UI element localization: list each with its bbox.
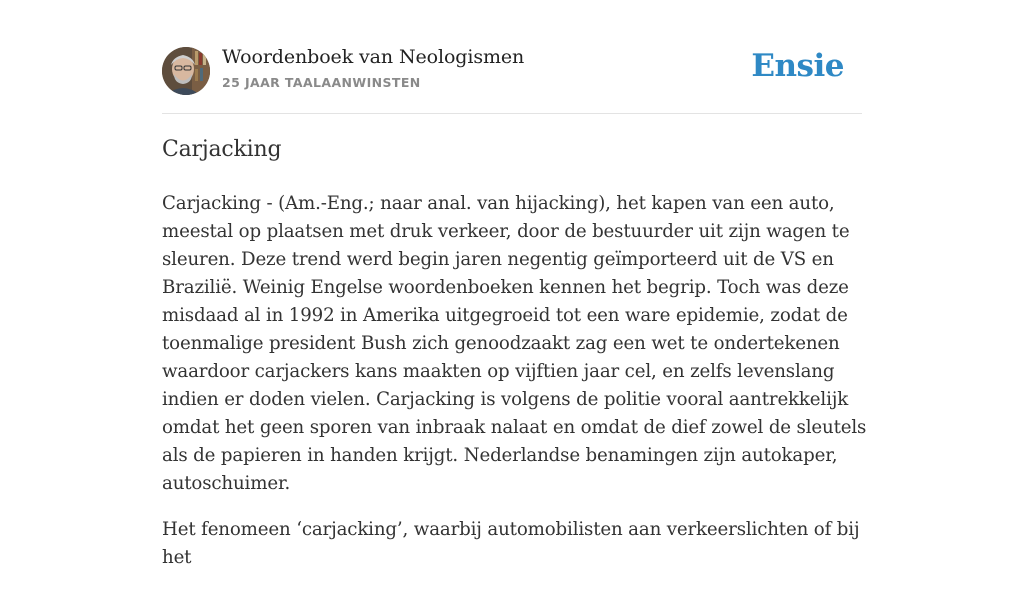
site-header [162,45,862,97]
site-subtitle: 25 JAAR TAALAANWINSTEN [222,75,421,90]
entry-paragraph: Carjacking - (Am.-Eng.; naar anal. van hijacking), het kapen van een auto, meestal op plaatsen met druk verkeer, door de bestuurder uit zijn wagen te sleuren. Deze trend werd begin jaren negentig geïmporteerd uit de VS en Brazilië. Weinig Engelse woordenboeken kennen het begrip. Toch was deze misdaad al in 1992 in Amerika uitgegroeid tot een ware epidemie, zodat de toenmalige president Bush zich genoodzaakt zag een wet te ondertekenen waardoor carjackers kans maakten op vijftien jaar cel, en zelfs levenslang indien er doden vielen. Carjacking is volgens de politie vooral aantrekkelijk omdat het geen sporen van inbraak nalaat en omdat de dief zowel de sleutels als de papieren in handen krijgt. Nederlandse benamingen zijn autokaper, autoschuimer. [162,193,867,494]
entry-paragraph: Het fenomeen ‘carjacking’, waarbij automobilisten aan verkeerslichten of bij het [162,519,860,568]
ensie-logo[interactable]: Ensie [751,48,844,84]
entry-body [162,190,868,590]
entry-title: Carjacking [162,137,282,162]
header-divider [162,113,862,114]
author-avatar[interactable] [162,47,210,95]
site-title[interactable]: Woordenboek van Neologismen [222,46,525,68]
